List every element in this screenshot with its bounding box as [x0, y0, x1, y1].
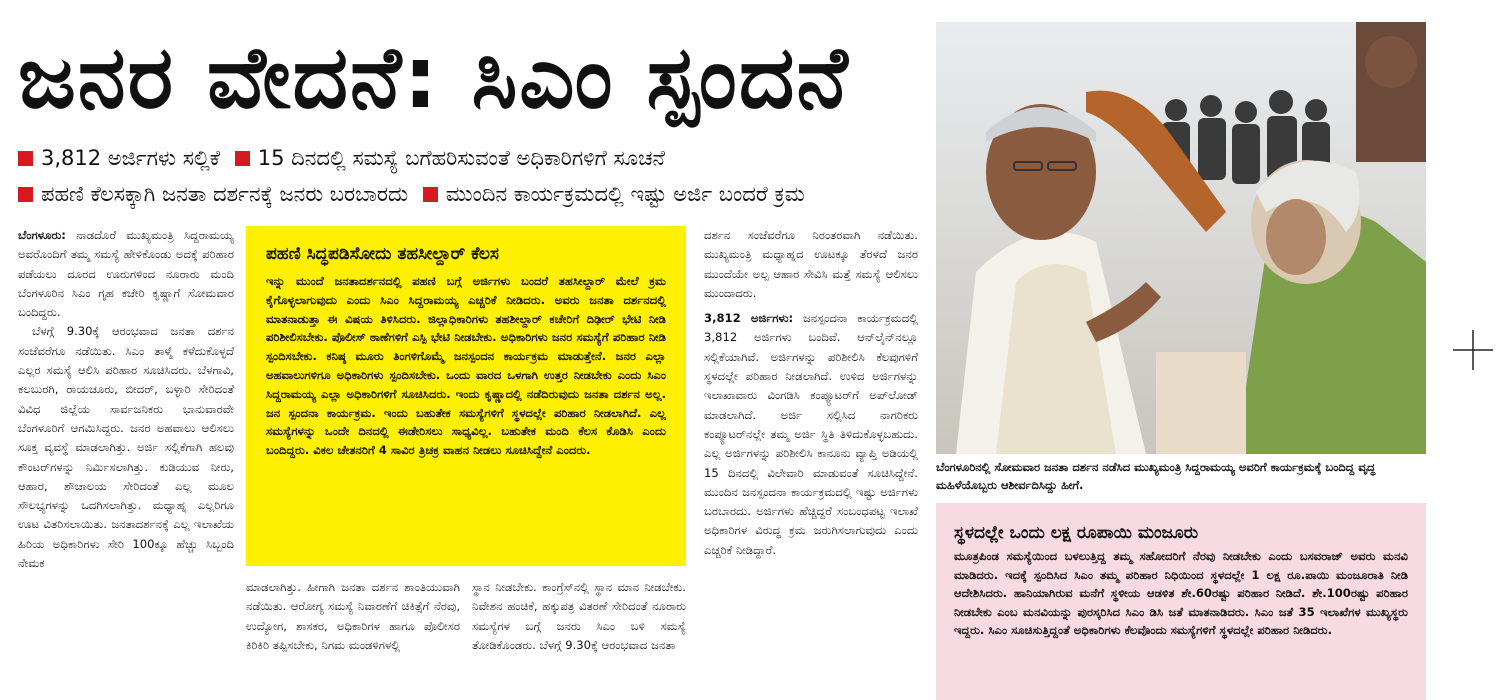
bullet-square-icon [18, 187, 33, 202]
article-column-1 [18, 226, 234, 700]
article-column-2 [246, 578, 460, 700]
sidebar-box-body: ಇನ್ನು ಮುಂದೆ ಜನತಾದರ್ಶನದಲ್ಲಿ ಪಹಣಿ ಬಗ್ಗೆ ಅರ್ಜಿಗಳು ಬಂದರೆ ತಹಸೀಲ್ದಾರ್ ಮೇಲೆ ಕ್ರಮ ಕೈಗೊಳ್ಳಲಾಗುವುದು ಎಂದು ಸಿಎಂ ಸಿದ್ದರಾಮಯ್ಯ ಎಚ್ಚರಿಕೆ ನೀಡಿದರು. ಅವರು ಜನತಾ ದರ್ಶನದಲ್ಲಿ ಮಾತನಾಡುತ್ತಾ ಈ ವಿಷಯ ತಿಳಿಸಿದರು. ಜಿಲ್ಲಾಧಿಕಾರಿಗಳು ತಹಶೀಲ್ದಾರ್ ಕಚೇರಿಗೆ ದಿಢೀರ್ ಭೇಟಿ ನೀಡಿ ಪರಿಶೀಲಿಸಬೇಕು. ಪೊಲೀಸ್ ಠಾಣೆಗಳಿಗೆ ಎಸ್ಪಿ ಭೇಟಿ ನೀಡಬೇಕು. ಅಧಿಕಾರಿಗಳು ಜನರ ಸಮಸ್ಯೆಗೆ ಪರಿಹಾರ ನೀಡಿ ಸ್ಪಂದಿಸಬೇಕು. ಕನಿಷ್ಠ ಮೂರು ತಿಂಗಳಿಗೊಮ್ಮೆ ಜನಸ್ಪಂದನ ಕಾರ್ಯಕ್ರಮ ಮಾಡುತ್ತೇನೆ. ಜನರ ಎಲ್ಲಾ ಅಹವಾಲುಗಳಿಗೂ ಅಧಿಕಾರಿಗಳು ಸ್ಪಂದಿಸಬೇಕು. ಒಂದು ವಾರದ ಒಳಗಾಗಿ ಉತ್ತರ ನೀಡಬೇಕು ಎಂದು ಸಿಎಂ ಸಿದ್ದರಾಮಯ್ಯ ಎಲ್ಲಾ ಅಧಿಕಾರಿಗಳಿಗೆ ಸೂಚಿಸಿದರು. ಇಂದು ಕೃಷ್ಣಾದಲ್ಲಿ ನಡೆದಿರುವುದು ಜನತಾ ದರ್ಶನ ಅಲ್ಲ. ಜನ ಸ್ಪಂದನಾ ಕಾರ್ಯಕ್ರಮ. ಇಂದು ಬಹುತೇಕ ಸಮಸ್ಯೆಗಳಿಗೆ ಸ್ಥಳದಲ್ಲೇ ಪರಿಹಾರ ನೀಡಲಾಗಿದೆ. ಎಲ್ಲ ಸಮಸ್ಯೆಗಳನ್ನು ಒಂದೇ ದಿನದಲ್ಲಿ ಈಡೇರಿಸಲು ಸಾಧ್ಯವಿಲ್ಲ. ಬಹುತೇಕ ಮಂದಿ ಕೆಲಸ ಕೊಡಿಸಿ ಎಂದು ಬಂದಿದ್ದರು. ವಿಕಲ ಚೇತನರಿಗೆ 4 ಸಾವಿರ ತ್ರಿಚಕ್ರ ವಾಹನ ನೀಡಲು ಸೂಚಿಸಿದ್ದೇನೆ ಎಂದರು. [266, 274, 666, 458]
sidebar-box-title: ಪಹಣಿ ಸಿದ್ಧಪಡಿಸೋದು ತಹಸೀಲ್ದಾರ್ ಕೆಲಸ [266, 244, 499, 264]
bullet-square-icon [235, 151, 250, 166]
deck-item-1: 3,812 ಅರ್ಜಿಗಳು ಸಲ್ಲಿಕೆ [41, 146, 221, 170]
col4-paragraph-1: ದರ್ಶನ ಸಂಜೆವರೆಗೂ ನಿರಂತರವಾಗಿ ನಡೆಯಿತು. ಮುಖ್ಯಮಂತ್ರಿ ಮಧ್ಯಾಹ್ನದ ಊಟಕ್ಕೂ ತೆರಳದೆ ಜನರ ಮುಂದೆಯೇ ಅಲ್ಪ ಆಹಾರ ಸೇವಿಸಿ ಮತ್ತೆ ಸಮಸ್ಯೆ ಆಲಿಸಲು ಮುಂದಾದರು. [704, 228, 918, 300]
deck-line-2 [18, 176, 918, 212]
bullet-square-icon [423, 187, 438, 202]
deck-item-4: ಮುಂದಿನ ಕಾರ್ಯಕ್ರಮದಲ್ಲಿ ಇಷ್ಟು ಅರ್ಜಿ ಬಂದರೆ ಕ್ರಮ [445, 182, 805, 206]
crosshair-cursor-icon [1453, 330, 1493, 370]
deck-item-2: 15 ದಿನದಲ್ಲಿ ಸಮಸ್ಯೆ ಬಗೆಹರಿಸುವಂತೆ ಅಧಿಕಾರಿಗಳಿಗೆ ಸೂಚನೆ [257, 146, 665, 170]
deck-summary [18, 140, 918, 214]
sidebar-box-body: ಮೂತ್ರಪಿಂಡ ಸಮಸ್ಯೆಯಿಂದ ಬಳಲುತ್ತಿದ್ದ ತಮ್ಮ ಸಹೋದರಿಗೆ ನೆರವು ನೀಡಬೇಕು ಎಂದು ಬಸವರಾಜ್ ಅವರು ಮನವಿ ಮಾಡಿದರು. ಇದಕ್ಕೆ ಸ್ಪಂದಿಸಿದ ಸಿಎಂ ತಮ್ಮ ಪರಿಹಾರ ನಿಧಿಯಿಂದ ಸ್ಥಳದಲ್ಲೇ 1 ಲಕ್ಷ ರೂ.ಪಾಯಿ ಮಂಜೂರಾತಿ ನೀಡಿ ಆದೇಶಿಸಿದರು. ಹಾನಿಯಾಗಿರುವ ಮನೆಗೆ ಸ್ಥಳೀಯ ಆಡಳಿತ ಶೇ.60ರಷ್ಟು ಪರಿಹಾರ ನೀಡಿದೆ. ಶೇ.100ರಷ್ಟು ಪರಿಹಾರ ನೀಡಬೇಕು ಎಂಬ ಮನವಿಯನ್ನು ಪುರಸ್ಕರಿಸಿದ ಸಿಎಂ ಡಿಸಿ ಜತೆ ಮಾತನಾಡಿದರು. ಸಿಎಂ ಜತೆ 35 ಇಲಾಖೆಗಳ ಮುಖ್ಯಸ್ಥರು ಇದ್ದರು. ಸಿಎಂ ಸೂಚಿಸುತ್ತಿದ್ದಂತೆ ಅಧಿಕಾರಿಗಳು ಕೆಲವೊಂದು ಸಮಸ್ಯೆಗಳಿಗೆ ಸ್ಥಳದಲ್ಲೇ ಪರಿಹಾರ ನೀಡಿದರು. [954, 549, 1408, 638]
col3-paragraph: ಸ್ಥಾನ ನೀಡಬೇಕು. ಕಾಂಗ್ರೆಸ್‌ನಲ್ಲಿ ಸ್ಥಾನ ಮಾನ ನೀಡಬೇಕು. ನಿವೇಶನ ಹಂಚಿಕೆ, ಹಕ್ಕುಪತ್ರ ವಿತರಣೆ ಸೇರಿದಂತೆ ನೂರಾರು ಸಮಸ್ಯೆಗಳ ಬಗ್ಗೆ ಜನರು ಸಿಎಂ ಬಳಿ ಸಮಸ್ಯೆ ತೋಡಿಕೊಂಡರು. ಬೆಳಗ್ಗೆ 9.30ಕ್ಕೆ ಆರಂಭವಾದ ಜನತಾ [472, 580, 686, 652]
news-photo [936, 22, 1426, 454]
article-column-3 [472, 578, 686, 700]
photo-caption: ಬೆಂಗಳೂರಿನಲ್ಲಿ ಸೋಮವಾರ ಜನತಾ ದರ್ಶನ ನಡೆಸಿದ ಮುಖ್ಯಮಂತ್ರಿ ಸಿದ್ದರಾಮಯ್ಯ ಅವರಿಗೆ ಕಾರ್ಯಕ್ರಮಕ್ಕೆ ಬಂದಿದ್ದ ವೃದ್ಧ ಮಹಿಳೆಯೊಬ್ಬರು ಆಶೀರ್ವದಿಸಿದ್ದು ಹೀಗೆ. [936, 460, 1376, 492]
headline: ಜನರ ವೇದನೆ: ಸಿಎಂ ಸ್ಪಂದನೆ [18, 28, 850, 128]
sidebar-box-pahani [246, 226, 686, 566]
col2-paragraph: ಮಾಡಲಾಗಿತ್ತು. ಹೀಗಾಗಿ ಜನತಾ ದರ್ಶನ ಶಾಂತಿಯುವಾಗಿ ನಡೆಯಿತು. ಆರೋಗ್ಯ ಸಮಸ್ಯೆ ನಿವಾರಣೆಗೆ ಚಿಕಿತ್ಸೆಗೆ ನೆರವು, ಉದ್ಯೋಗ, ಶಾಸಕರ, ಅಧಿಕಾರಿಗಳ ಹಾಗೂ ಪೊಲೀಸರ ಕಿರಿಕಿರಿ ತಪ್ಪಿಸಬೇಕು, ನಿಗಮ ಮಂಡಳಿಗಳಲ್ಲಿ [246, 580, 460, 652]
col4-paragraph-2: ಜನಸ್ಪಂದನಾ ಕಾರ್ಯಕ್ರಮದಲ್ಲಿ 3,812 ಅರ್ಜಿಗಳು ಬಂದಿವೆ. ಆನ್‌ಲೈನ್‌ನಲ್ಲೂ ಸಲ್ಲಿಕೆಯಾಗಿವೆ. ಅರ್ಜಿಗಳನ್ನು ಪರಿಶೀಲಿಸಿ ಕೆಲವುಗಳಿಗೆ ಸ್ಥಳದಲ್ಲೇ ಪರಿಹಾರ ನೀಡಲಾಗಿದೆ. ಉಳಿದ ಅರ್ಜಿಗಳನ್ನು ಇಲಾಖಾವಾರು ವಿಂಗಡಿಸಿ ಕಂಪ್ಯೂಟರ್‌ಗೆ ಅಪ್‌ಲೋಡ್ ಮಾಡಲಾಗಿದೆ. ಅರ್ಜಿ ಸಲ್ಲಿಸಿದ ನಾಗರಿಕರು ಕಂಪ್ಯೂಟರ್‌ನಲ್ಲೇ ತಮ್ಮ ಅರ್ಜಿ ಸ್ಥಿತಿ ತಿಳಿದುಕೊಳ್ಳಬಹುದು. ಎಲ್ಲ ಅರ್ಜಿಗಳನ್ನು ಪರಿಶೀಲಿಸಿ ಕಾನೂನು ವ್ಯಾಪ್ತಿ ಅಡಿಯಲ್ಲಿ 15 ದಿನದಲ್ಲಿ ವಿಲೇವಾರಿ ಮಾಡುವಂತೆ ಸೂಚಿಸಿದ್ದೇನೆ. ಮುಂದಿನ ಜನಸ್ಪಂದನಾ ಕಾರ್ಯಕ್ರಮದಲ್ಲಿ ಇಷ್ಟು ಅರ್ಜಿಗಳು ಬರಬಾರದು. ಅರ್ಜಿಗಳು ಹೆಚ್ಚಿದ್ದರೆ ಸಂಬಂಧಪಟ್ಟ ಇಲಾಖೆ ಅಧಿಕಾರಿಗಳ ವಿರುದ್ಧ ಕ್ರಮ ಜರುಗಿಸಲಾಗುವುದು ಎಂದು ಎಚ್ಚರಿಕೆ ನೀಡಿದ್ದಾರೆ. [704, 311, 918, 557]
deck-line-1 [18, 140, 918, 176]
sidebar-box-relief [936, 503, 1426, 700]
photo-illustration [936, 22, 1426, 454]
col1-paragraph-2: ಬೆಳಗ್ಗೆ 9.30ಕ್ಕೆ ಆರಂಭವಾದ ಜನತಾ ದರ್ಶನ ಸಂಜೆವರೆಗೂ ನಡೆಯಿತು. ಸಿಎಂ ತಾಳ್ಮೆ ಕಳೆದುಕೊಳ್ಳದೆ ಎಲ್ಲರ ಸಮಸ್ಯೆ ಆಲಿಸಿ ಪರಿಹಾರ ಸೂಚಿಸಿದರು. ಬೆಳಗಾವಿ, ಕಲಬುರಗಿ, ರಾಯಚೂರು, ಬೀದರ್, ಬಳ್ಳಾರಿ ಸೇರಿದಂತೆ ವಿವಿಧ ಜಿಲ್ಲೆಯ ಸಾರ್ವಜನಿಕರು ಭಾನುವಾರವೇ ಬೆಂಗಳೂರಿಗೆ ಆಗಮಿಸಿದ್ದರು. ಜನರ ಅಹವಾಲು ಆಲಿಸಲು ಸೂಕ್ತ ವ್ಯವಸ್ಥೆ ಮಾಡಲಾಗಿತ್ತು. ಅರ್ಜಿ ಸಲ್ಲಿಕೆಗಾಗಿ ಹಲವು ಕೌಂಟರ್‌ಗಳನ್ನು ನಿರ್ಮಿಸಲಾಗಿತ್ತು. ಕುಡಿಯುವ ನೀರು, ಆಹಾರ, ಶೌಚಾಲಯ ಸೇರಿದಂತೆ ಎಲ್ಲ ಮೂಲ ಸೌಲಭ್ಯಗಳನ್ನು ಒದಗಿಸಲಾಗಿತ್ತು. ಮಧ್ಯಾಹ್ನ ಎಲ್ಲರಿಗೂ ಊಟ ವಿತರಿಸಲಾಯಿತು. ಜನತಾದರ್ಶನಕ್ಕೆ ಎಲ್ಲ ಇಲಾಖೆಯ ಹಿರಿಯ ಅಧಿಕಾರಿಗಳು ಸೇರಿ 100ಕ್ಕೂ ಹೆಚ್ಚು ಸಿಬ್ಬಂದಿ ನೇಮಕ [18, 324, 234, 571]
bullet-square-icon [18, 151, 33, 166]
subhead: 3,812 ಅರ್ಜಿಗಳು: [704, 311, 794, 326]
deck-item-3: ಪಹಣಿ ಕೆಲಸಕ್ಕಾಗಿ ಜನತಾ ದರ್ಶನಕ್ಕೆ ಜನರು ಬರಬಾರದು [41, 182, 409, 206]
article-column-4 [704, 226, 918, 700]
sidebar-box-title: ಸ್ಥಳದಲ್ಲೇ ಒಂದು ಲಕ್ಷ ರೂಪಾಯಿ ಮಂಜೂರು [954, 523, 1199, 543]
dateline: ಬೆಂಗಳೂರು: [18, 228, 66, 242]
col1-paragraph-1: ನಾಡದೊರೆ ಮುಖ್ಯಮಂತ್ರಿ ಸಿದ್ದರಾಮಯ್ಯ ಅವರೊಂದಿಗೆ ತಮ್ಮ ಸಮಸ್ಯೆ ಹೇಳಿಕೊಂಡು ಅದಕ್ಕೆ ಪರಿಹಾರ ಪಡೆಯಲು ದೂರದ ಊರುಗಳಿಂದ ನೂರಾರು ಮಂದಿ ಬೆಂಗಳೂರಿನ ಸಿಎಂ ಗೃಹ ಕಚೇರಿ ಕೃಷ್ಣಾಗೆ ಸೋಮವಾರ ಬಂದಿದ್ದರು. [18, 228, 234, 320]
